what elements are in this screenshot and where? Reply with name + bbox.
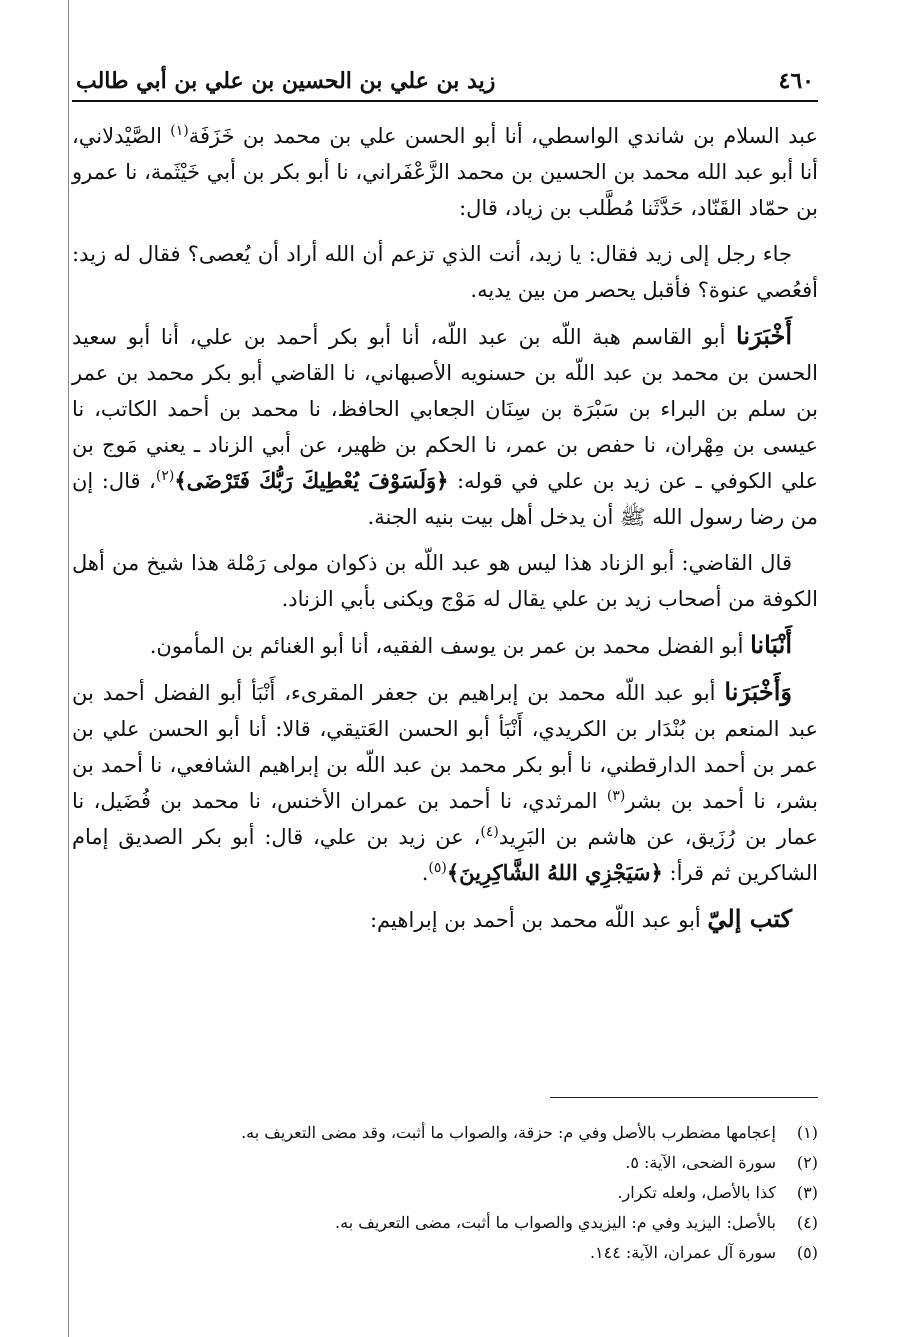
page-header (72, 60, 818, 100)
footnote-reference: (٢) (155, 468, 175, 484)
footnote-reference: (١) (170, 123, 189, 139)
running-title: زيد بن علي بن الحسين بن علي بن أبي طالب (76, 68, 496, 94)
footnote-item (168, 1178, 818, 1208)
paragraph-text: ، عن زيد بن علي، قال: أبو بكر الصديق إمام الشاكرين ثم قرأ: (72, 825, 818, 885)
footnote-number: (٣) (796, 1183, 818, 1202)
paragraph-text: أبو عبد اللّه محمد بن إبراهيم بن جعفر المقرىء، أَنْبَأ أبو الفضل أحمد بن عبد المنعم بن بُنْدَار بن الكريدي، أَنْبَأ أبو الحسن العَتيقي، قالا: أنا أبو الحسن علي بن عمر بن أحمد الدارقطني، نا أبو بكر محمد بن عبد اللّه بن إبراهيم الشافعي، نا أحمد بن بشر، نا أحمد بن بشر (72, 681, 818, 813)
paragraph (72, 236, 818, 308)
binding-margin-line (68, 0, 69, 1337)
page-number: ٤٦٠ (778, 68, 814, 94)
paragraph (72, 901, 818, 938)
footnote-text: إعجامها مضطرب بالأصل وفي م: حزقة، والصواب ما أثبت، وقد مضى التعريف به. (241, 1123, 776, 1142)
paragraph-text: الصَّيْدلاني، أنا أبو عبد الله محمد بن الحسين بن محمد الزَّعْفَراني، نا أبو بكر بن أبي خَيْثَمة، نا عمرو بن حمّاد القَنّاد، حَدَّثَنا مُطَّلب بن زياد، قال: (72, 124, 818, 220)
paragraph-lead-word: أَخْبَرَنا (736, 321, 792, 350)
header-rule (72, 100, 818, 102)
footnote-reference: (٣) (606, 788, 626, 804)
paragraph-text: المرثدي، نا أحمد بن عمران الأخنس، نا محمد بن فُضَيل، نا عمار بن رُزَيق، عن هاشم بن البَرِيد (72, 789, 818, 849)
paragraph-text: أبو الفضل محمد بن عمر بن يوسف الفقيه، أنا أبو الغنائم بن المأمون. (149, 634, 751, 658)
paragraph (72, 545, 818, 617)
footnote-item (168, 1208, 818, 1238)
paragraph-text: قال القاضي: أبو الزناد هذا ليس هو عبد اللّه بن ذكوان مولى رَمْلة هذا شيخ من أهل الكوفة من أصحاب زيد بن علي يقال له مَوْج ويكنى بأبي الزناد. (72, 551, 818, 611)
paragraph-text: . (421, 861, 429, 885)
paragraph (72, 674, 818, 891)
footnote-text: بالأصل: اليزيد وفي م: اليزيدي والصواب ما أثبت، مضى التعريف به. (335, 1213, 776, 1232)
quran-quote: ﴿وَلَسَوْفَ يُعْطِيكَ رَبُّكَ فَتَرْضَى﴾ (174, 468, 449, 493)
footnote-item (168, 1118, 818, 1148)
footnote-number: (٢) (796, 1153, 818, 1172)
paragraph-text: جاء رجل إلى زيد فقال: يا زيد، أنت الذي تزعم أن الله أراد أن يُعصى؟ فقال له زيد: أفعُصي عنوة؟ فأقبل يحصر من بين يديه. (72, 242, 818, 302)
paragraph (72, 318, 818, 535)
footnote-text: سورة الضحى، الآية: ٥. (625, 1153, 776, 1172)
paragraph-lead-word: أَنْبَانا (750, 630, 792, 659)
footnote-number: (١) (796, 1123, 818, 1142)
footnote-separator (550, 1097, 818, 1098)
footnote-number: (٤) (796, 1213, 818, 1232)
footnotes (168, 1118, 818, 1268)
footnote-reference: (٥) (428, 860, 447, 876)
paragraph (72, 118, 818, 226)
footnote-reference: (٤) (480, 824, 499, 840)
footnote-item (168, 1238, 818, 1268)
paragraph-text: عبد السلام بن شاندي الواسطي، أنا أبو الحسن علي بن محمد بن خَزَفَة (188, 124, 818, 148)
quran-quote: ﴿سَيَجْزِي اللهُ الشَّاكِرِينَ﴾ (446, 860, 663, 885)
paragraph-text: ، قال: إن من رضا رسول الله ﷺ أن يدخل أهل بيت بنيه الجنة. (72, 469, 818, 529)
paragraph-lead-word: وَأَخْبَرَنا (724, 677, 792, 706)
footnote-text: سورة آل عمران، الآية: ١٤٤. (589, 1243, 776, 1262)
footnote-item (168, 1148, 818, 1178)
paragraph (72, 627, 818, 664)
main-text (72, 118, 818, 948)
paragraph-text: أبو عبد اللّه محمد بن أحمد بن إبراهيم: (369, 908, 708, 932)
footnote-number: (٥) (796, 1243, 818, 1262)
footnote-text: كذا بالأصل، ولعله تكرار. (617, 1183, 776, 1202)
paragraph-lead-word: كتب إليّ (707, 904, 792, 933)
paragraph-text: أبو القاسم هبة اللّه بن عبد اللّه، أنا أبو بكر أحمد بن علي، أنا أبو سعيد الحسن بن محمد بن عبد اللّه بن حسنويه الأصبهاني، نا القاضي أبو بكر محمد بن عمر بن سلم بن البراء بن سَبْرَة بن سِنَان الجعابي الحافظ، نا محمد بن أحمد الكاتب، نا عيسى بن مِهْران، نا حفص بن عمر، نا الحكم بن ظهير، عن أبي الزناد ـ يعني مَوج بن علي الكوفي ـ عن زيد بن علي في قوله: (72, 325, 819, 493)
